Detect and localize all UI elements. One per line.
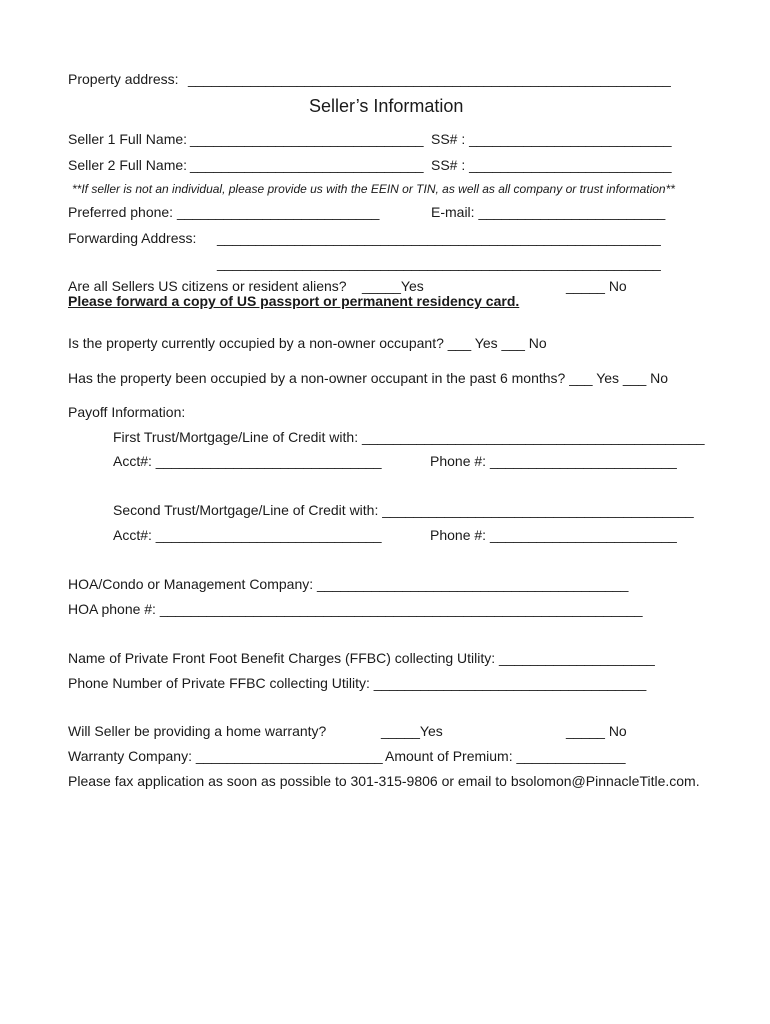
first-mortgage-field[interactable]: First Trust/Mortgage/Line of Credit with: ____________________________________________ [113, 429, 705, 445]
entity-note: **If seller is not an individual, please provide us with the EEIN or TIN, as well as all company or trust information** [72, 182, 675, 196]
seller2-name-field[interactable]: ______________________________ [190, 157, 424, 173]
first-phone-field[interactable]: Phone #: ________________________ [430, 453, 677, 469]
warranty-no[interactable]: _____ No [566, 723, 627, 739]
seller1-ss-field[interactable]: SS# : __________________________ [431, 131, 672, 147]
citizens-question: Are all Sellers US citizens or resident aliens? [68, 278, 347, 294]
property-address-field[interactable]: ______________________________________________________________ [188, 71, 671, 87]
warranty-premium-field[interactable]: Amount of Premium: ______________ [385, 748, 626, 764]
forwarding-address-line1[interactable]: _________________________________________________________ [217, 230, 661, 246]
property-address-label: Property address: [68, 71, 179, 87]
hoa-company-field[interactable]: HOA/Condo or Management Company: ________________________________________ [68, 576, 629, 592]
ffbc-phone-field[interactable]: Phone Number of Private FFBC collecting Utility: ___________________________________ [68, 675, 647, 691]
seller2-name-label: Seller 2 Full Name: [68, 157, 188, 173]
forwarding-address-line2[interactable]: _________________________________________________________ [217, 255, 661, 271]
warranty-company-field[interactable]: Warranty Company: ________________________ [68, 748, 383, 764]
seller2-ss-field[interactable]: SS# : __________________________ [431, 157, 672, 173]
first-acct-field[interactable]: Acct#: _____________________________ [113, 453, 382, 469]
citizens-instruction: Please forward a copy of US passport or permanent residency card. [68, 293, 520, 309]
email-field[interactable]: E-mail: ________________________ [431, 204, 666, 220]
warranty-yes[interactable]: _____Yes [381, 723, 443, 739]
page-title: Seller’s Information [309, 96, 464, 116]
hoa-phone-field[interactable]: HOA phone #: ______________________________________________________________ [68, 601, 643, 617]
second-acct-field[interactable]: Acct#: _____________________________ [113, 527, 382, 543]
citizens-yes[interactable]: _____Yes [362, 278, 424, 294]
ffbc-name-field[interactable]: Name of Private Front Foot Benefit Charges (FFBC) collecting Utility: ____________________ [68, 650, 655, 666]
occupied-past-question[interactable]: Has the property been occupied by a non-owner occupant in the past 6 months? ___ Yes ___ No [68, 370, 669, 386]
warranty-question: Will Seller be providing a home warranty? [68, 723, 327, 739]
second-phone-field[interactable]: Phone #: ________________________ [430, 527, 677, 543]
preferred-phone-field[interactable]: Preferred phone: __________________________ [68, 204, 380, 220]
footer-instruction: Please fax application as soon as possible to 301-315-9806 or email to bsolomon@PinnacleTitle.com. [68, 773, 700, 789]
second-mortgage-field[interactable]: Second Trust/Mortgage/Line of Credit with: ________________________________________ [113, 502, 694, 518]
occupied-now-question[interactable]: Is the property currently occupied by a non-owner occupant? ___ Yes ___ No [68, 335, 547, 351]
seller1-name-field[interactable]: ______________________________ [190, 131, 424, 147]
payoff-heading: Payoff Information: [68, 404, 186, 420]
citizens-no[interactable]: _____ No [566, 278, 627, 294]
forwarding-address-label: Forwarding Address: [68, 230, 197, 246]
seller1-name-label: Seller 1 Full Name: [68, 131, 188, 147]
